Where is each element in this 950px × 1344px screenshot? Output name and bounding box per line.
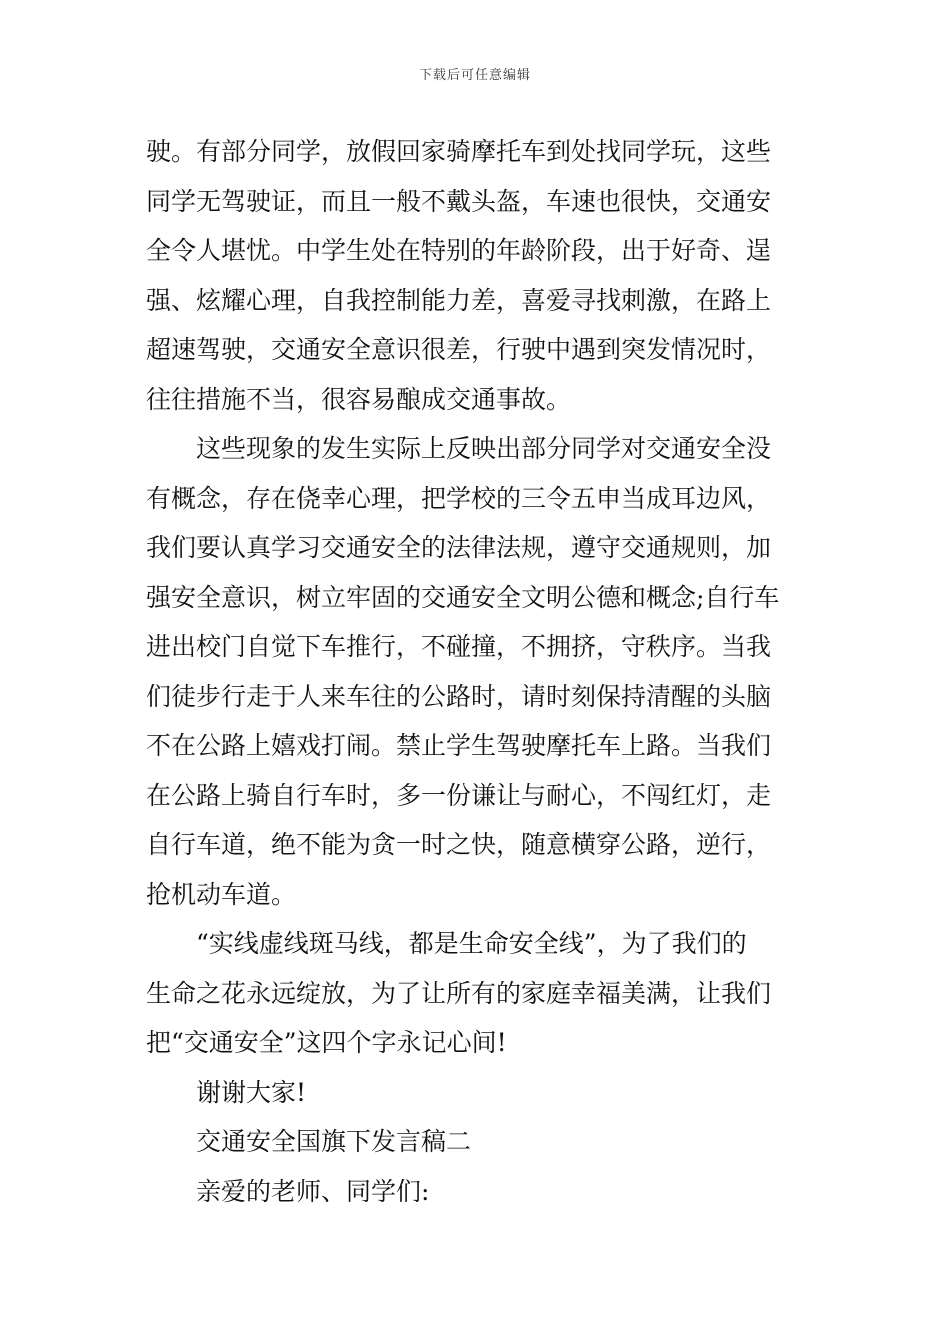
salutation: 亲爱的老师、同学们: xyxy=(196,1176,430,1206)
text-line: 驶。有部分同学，放假回家骑摩托车到处找同学玩，这些 xyxy=(146,137,772,166)
section-title: 交通安全国旗下发言稿二 xyxy=(196,1127,472,1156)
closing-thanks: 谢谢大家! xyxy=(196,1077,307,1107)
text-line: 把“交通安全”这四个字永记心间! xyxy=(146,1028,507,1057)
text-line: 抢机动车道。 xyxy=(146,879,297,909)
text-line: 全令人堪忧。中学生处在特别的年龄阶段，出于好奇、逞 xyxy=(146,236,772,265)
text-line: 们徒步行走于人来车往的公路时，请时刻保持清醒的头脑 xyxy=(146,681,772,711)
text-line: 自行车道，绝不能为贪一时之快，随意横穿公路，逆行， xyxy=(146,830,772,859)
paragraph-start-line: 这些现象的发生实际上反映出部分同学对交通安全没 xyxy=(196,434,772,463)
text-line: 进出校门自觉下车推行，不碰撞，不拥挤，守秩序。当我 xyxy=(146,632,772,661)
text-line: 生命之花永远绽放，为了让所有的家庭幸福美满，让我们 xyxy=(146,978,772,1008)
paragraph-start-line: “实线虚线斑马线，都是生命安全线”，为了我们的 xyxy=(196,929,747,958)
document-body xyxy=(146,127,811,1216)
page-header: 下载后可任意编辑 xyxy=(418,68,531,83)
text-line: 超速驾驶，交通安全意识很差，行驶中遇到突发情况时， xyxy=(146,335,772,364)
text-line: 强安全意识，树立牢固的交通安全文明公德和概念;自行车 xyxy=(146,582,780,612)
text-line: 同学无驾驶证，而且一般不戴头盔，车速也很快，交通安 xyxy=(146,186,772,216)
text-line: 不在公路上嬉戏打闹。禁止学生驾驶摩托车上路。当我们 xyxy=(146,731,772,760)
text-line: 我们要认真学习交通安全的法律法规，遵守交通规则，加 xyxy=(146,533,772,562)
text-line: 强、炫耀心理，自我控制能力差，喜爱寻找刺激，在路上 xyxy=(146,285,772,315)
text-line: 在公路上骑自行车时，多一份谦让与耐心，不闯红灯，走 xyxy=(146,780,772,810)
text-line: 有概念，存在侥幸心理，把学校的三令五申当成耳边风， xyxy=(146,483,772,513)
text-line: 往往措施不当，很容易酿成交通事故。 xyxy=(146,384,572,414)
